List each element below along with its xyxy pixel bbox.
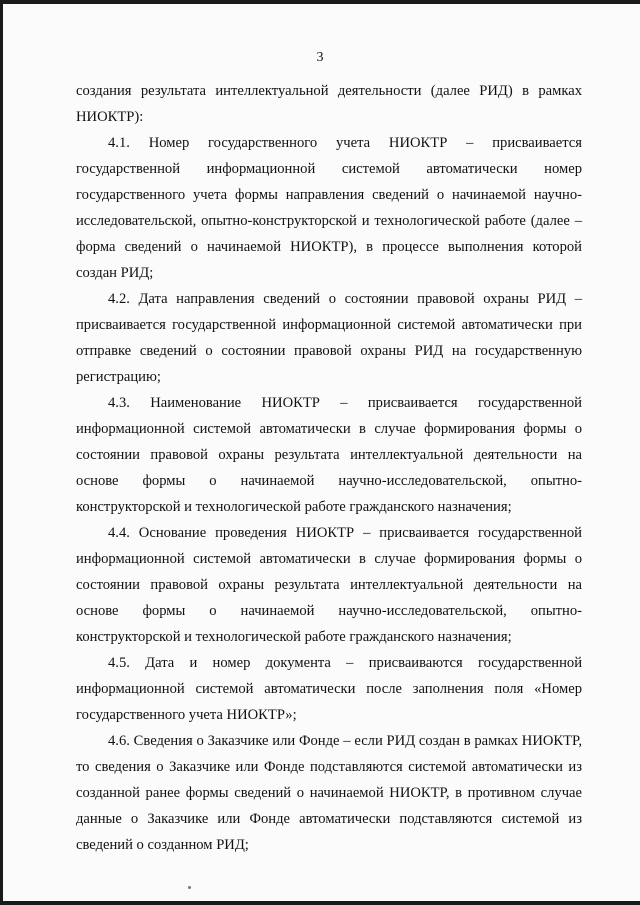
paragraph-4-4: 4.4. Основание проведения НИОКТР – присваивается государственной информационной системой автоматически в случае формирования формы о состоянии правовой охраны результата интеллектуальной деятельности на основе формы о начинаемой научно-исследовательской, опытно-конструкторской и технологической работе гражданского назначения; [76,525,582,645]
scan-border-bottom [0,901,640,905]
paragraph-4-2: 4.2. Дата направления сведений о состоянии правовой охраны РИД – присваивается государственной информационной системой автоматически при отправке сведений о состоянии правовой охраны РИД на государственную регистрацию; [76,291,582,385]
page-number: 3 [316,50,324,65]
document-body [76,78,582,858]
scan-border-left [0,0,3,905]
scan-border-top [0,0,640,4]
scan-speck [188,886,191,889]
paragraph-4-3: 4.3. Наименование НИОКТР – присваивается государственной информационной системой автоматически в случае формирования формы о состоянии правовой охраны результата интеллектуальной деятельности на основе формы о начинаемой научно-исследовательской, опытно-конструкторской и технологической работе гражданского назначения; [76,395,582,515]
paragraph-continuation: создания результата интеллектуальной деятельности (далее РИД) в рамках НИОКТР): [76,83,582,125]
paragraph-4-5: 4.5. Дата и номер документа – присваиваются государственной информационной системой автоматически после заполнения поля «Номер государственного учета НИОКТР»; [76,655,582,723]
paragraph-4-1: 4.1. Номер государственного учета НИОКТР – присваивается государственной информационной системой автоматически номер государственного учета формы направления сведений о начинаемой научно-исследовательской, опытно-конструкторской и технологической работе (далее – форма сведений о начинаемой НИОКТР), в процессе выполнения которой создан РИД; [76,135,582,281]
paragraph-4-6: 4.6. Сведения о Заказчике или Фонде – если РИД создан в рамках НИОКТР, то сведения о Заказчике или Фонде подставляются системой автоматически из созданной ранее формы сведений о начинаемой НИОКТР, в противном случае данные о Заказчике или Фонде автоматически подставляются системой из сведений о созданном РИД; [76,733,582,853]
